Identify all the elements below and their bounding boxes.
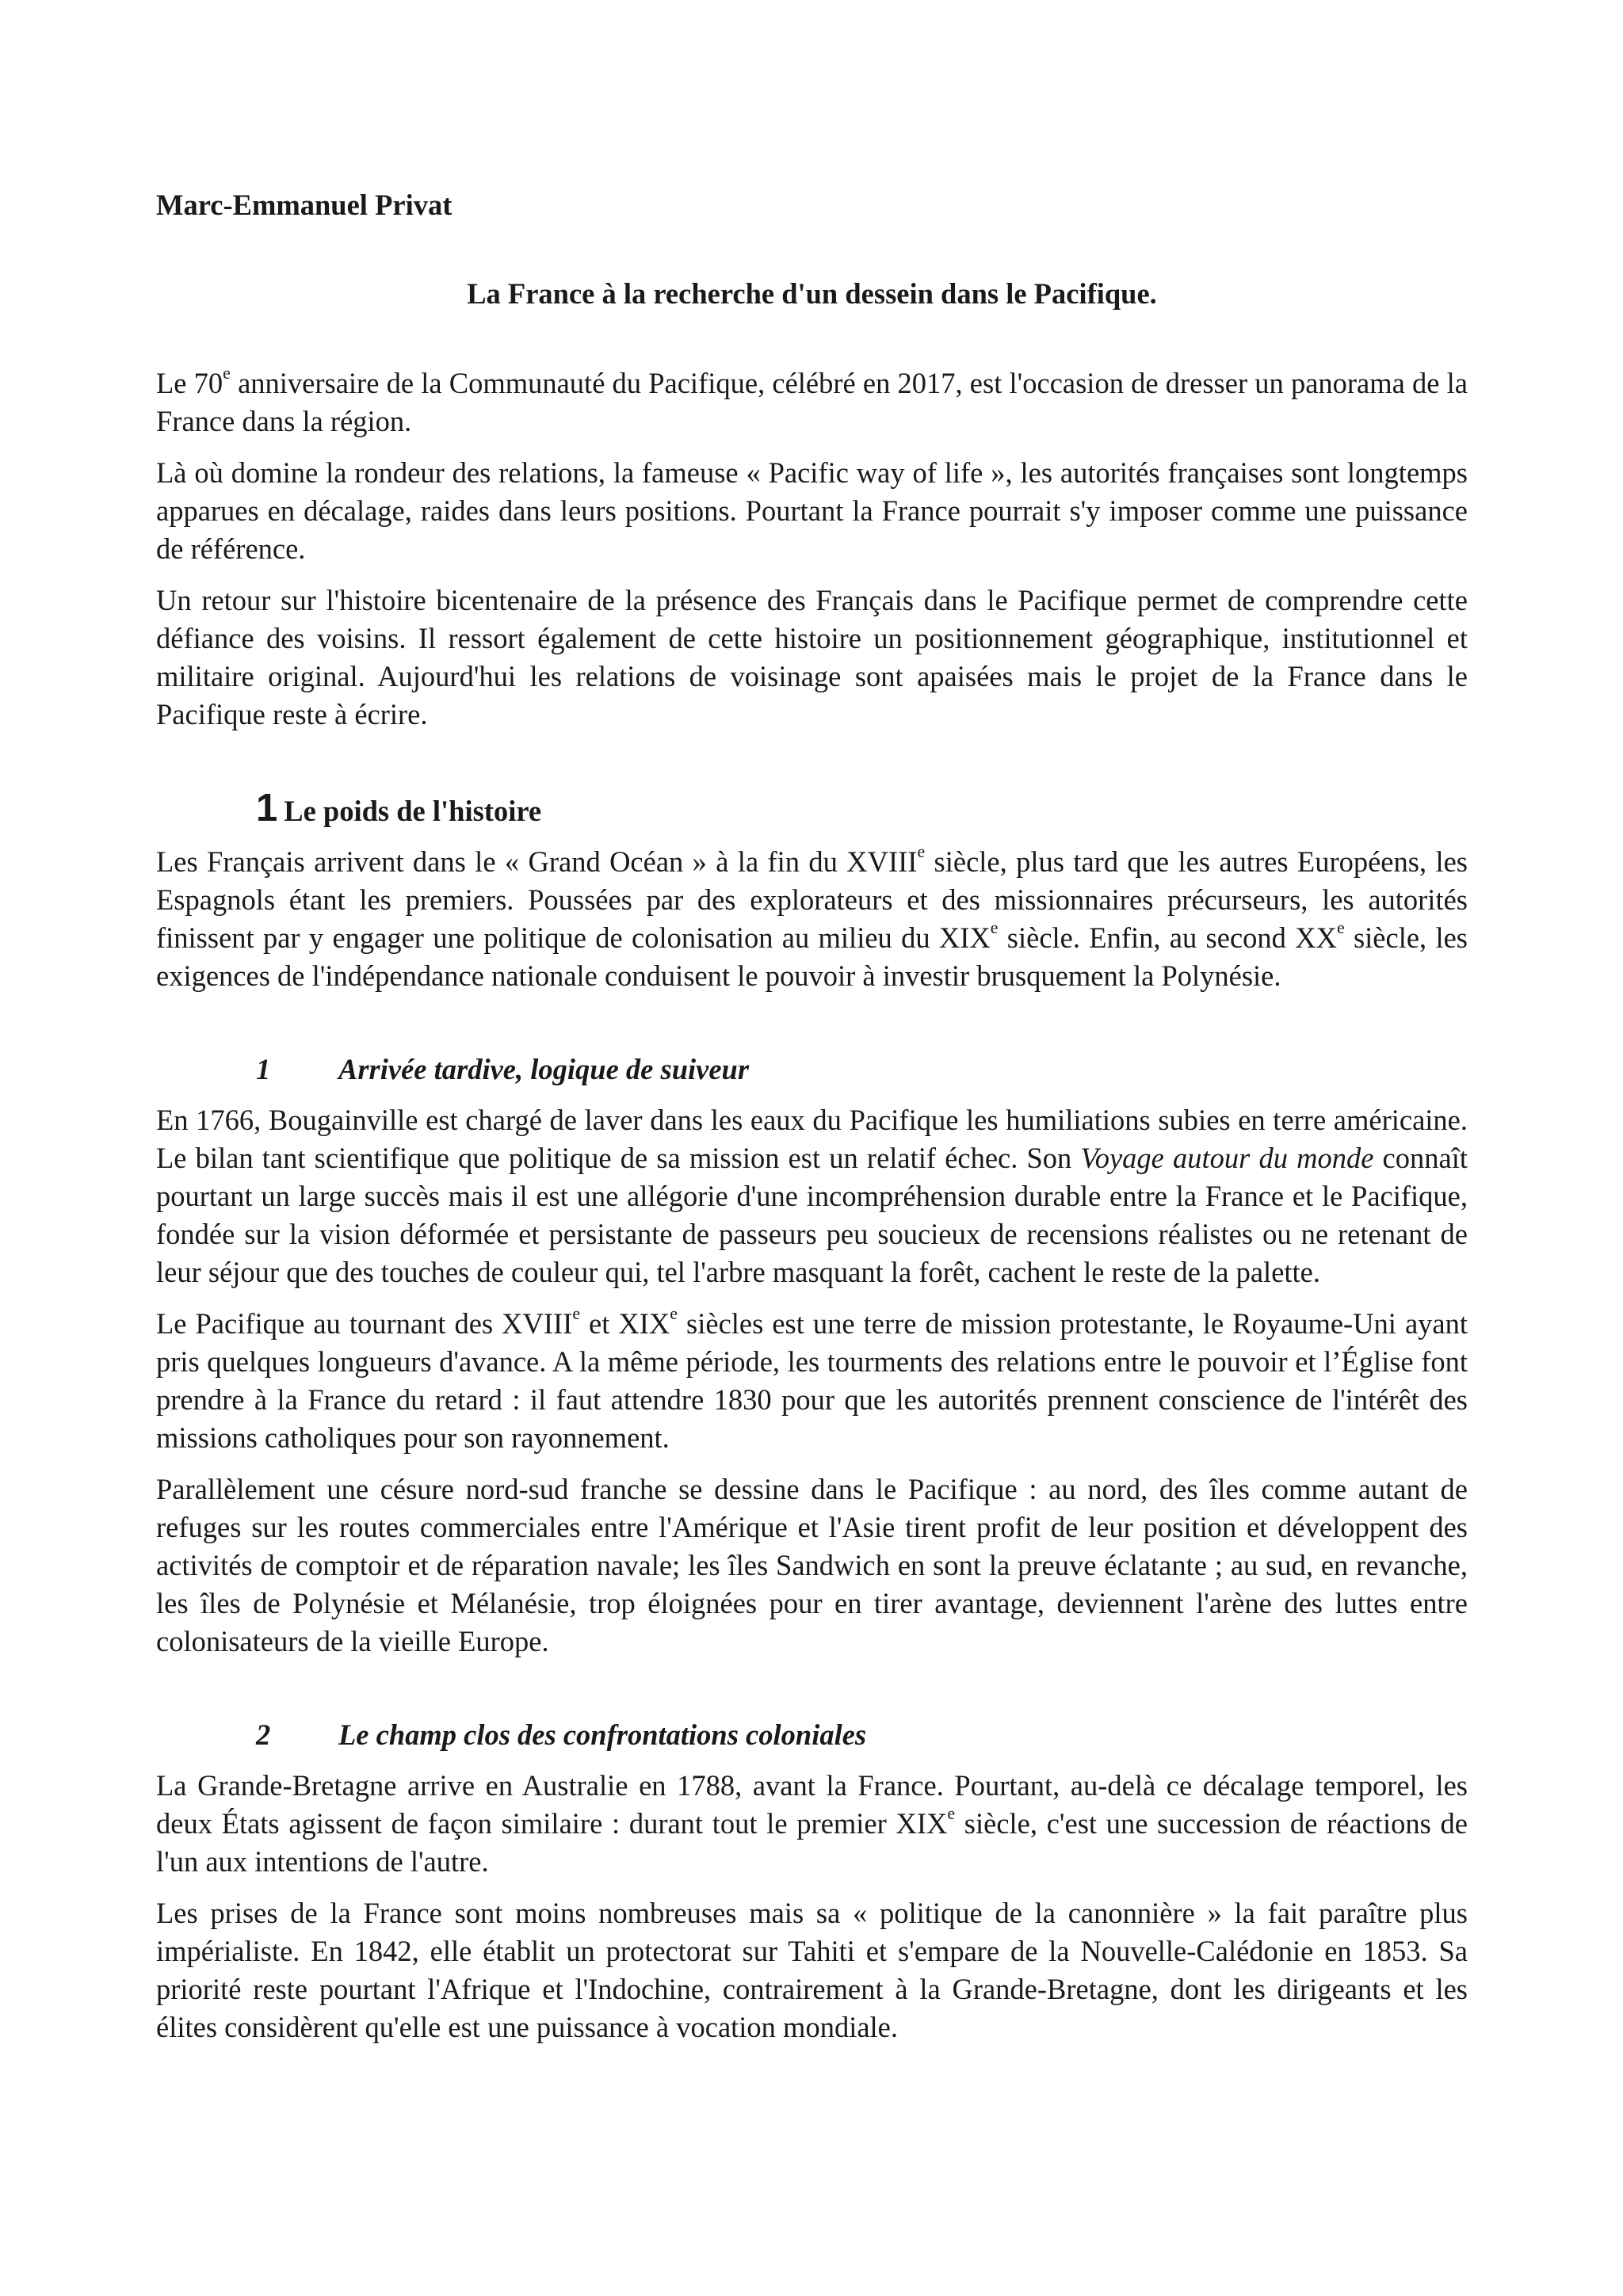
text-run: siècles est une terre de mission protestante, le Royaume-Uni ayant pris quelques longueurs d'avance. A la même période, les tourments des relations entre le pouvoir et l’Église font prendre à la France du retard : il faut attendre 1830 pour que les autorités prennent conscience de l'intérêt des missions catholiques pour son rayonnement. [156,1307,1468,1454]
author-name: Marc-Emmanuel Privat [156,189,453,221]
superscript: e [670,1303,678,1324]
subsection-title: Le champ clos des confrontations coloniales [338,1718,867,1751]
subsection-heading-1 [156,1051,1468,1089]
text-run: En 1766, Bougainville est chargé de laver dans les eaux du Pacifique les humiliations subies en terre américaine. Le bilan tant scientifique que politique de sa mission est un relatif échec. Son [156,1104,1468,1174]
text-run: et XIX [580,1307,670,1340]
text-run: siècle, les exigences de l'indépendance nationale conduisent le pouvoir à investir brusquement la Polynésie. [156,921,1468,992]
superscript: e [917,841,926,862]
superscript: e [990,917,999,938]
text-run: siècle, plus tard que les autres Européens, les Espagnols étant les premiers. Poussées par des explorateurs et des missionnaires précurseurs, les autorités finissent par y engager une politique de colonisation au milieu du XIX [156,845,1468,954]
superscript: e [1336,917,1345,938]
sub2-paragraph-2: Les prises de la France sont moins nombreuses mais sa « politique de la canonnière » la fait paraître plus impérialiste. En 1842, elle établit un protectorat sur Tahiti et s'empare de la Nouvelle-Calédonie en 1853. Sa priorité reste pourtant l'Afrique et l'Indochine, contrairement à la Grande-Bretagne, dont les dirigeants et les élites considèrent qu'elle est une puissance à vocation mondiale. [156,1897,1468,2043]
text-run: anniversaire de la Communauté du Pacifique, célébré en 2017, est l'occasion de dresser un panorama de la France dans la région. [156,367,1468,437]
document-title: La France à la recherche d'un dessein dans le Pacifique. [467,277,1157,310]
sub2-paragraph-1 [156,1767,1468,1881]
subsection-title: Arrivée tardive, logique de suiveur [338,1053,750,1085]
text-run: Le Pacifique au tournant des XVIII [156,1307,573,1340]
intro-paragraph-2: Là où domine la rondeur des relations, la fameuse « Pacific way of life », les autorités françaises sont longtemps apparues en décalage, raides dans leurs positions. Pourtant la France pourrait s'y imposer comme une puissance de référence. [156,456,1468,565]
intro-paragraph-1 [156,364,1468,441]
superscript: e [572,1303,581,1324]
subsection-number: 1 [256,1053,271,1085]
text-run: siècle. Enfin, au second XX [998,921,1337,954]
text-run: La Grande-Bretagne arrive en Australie en 1788, avant la France. Pourtant, au-delà ce décalage temporel, les deux États agissent de façon similaire : durant tout le premier XIX [156,1769,1468,1840]
subsection-number: 2 [256,1718,271,1751]
section-number: 1 [256,787,278,830]
section-title: Le poids de l'histoire [284,795,542,827]
sub1-paragraph-2 [156,1305,1468,1457]
subsection-heading-2 [156,1716,1468,1754]
text-run: Les Français arrivent dans le « Grand Océan » à la fin du XVIII [156,845,918,878]
section-heading-1 [156,789,1468,830]
book-title: Voyage autour du monde [1080,1142,1374,1174]
intro-paragraph-3: Un retour sur l'histoire bicentenaire de la présence des Français dans le Pacifique permet de comprendre cette défiance des voisins. Il ressort également de cette histoire un positionnement géographique, institutionnel et militaire original. Aujourd'hui les relations de voisinage sont apaisées mais le projet de la France dans le Pacifique reste à écrire. [156,584,1468,730]
section1-paragraph-1 [156,843,1468,995]
text-run: connaît pourtant un large succès mais il est une allégorie d'une incompréhension durable entre la France et le Pacifique, fondée sur la vision déformée et persistante de passeurs peu soucieux de recensions réalistes ou ne retenant de leur séjour que des touches de couleur qui, tel l'arbre masquant la forêt, cachent le reste de la palette. [156,1142,1468,1288]
text-run: Le 70 [156,367,223,399]
sub1-paragraph-3: Parallèlement une césure nord-sud franche se dessine dans le Pacifique : au nord, des îles comme autant de refuges sur les routes commerciales entre l'Amérique et l'Asie tirent profit de leur position et développent des activités de comptoir et de réparation navale; les îles Sandwich en sont la preuve éclatante ; au sud, en revanche, les îles de Polynésie et Mélanésie, trop éloignées pour en tirer avantage, deviennent l'arène des luttes entre colonisateurs de la vieille Europe. [156,1473,1468,1657]
text-run: siècle, c'est une succession de réactions de l'un aux intentions de l'autre. [156,1807,1468,1878]
superscript: e [947,1803,956,1824]
superscript: e [223,363,231,383]
sub1-paragraph-1 [156,1101,1468,1291]
document-body [156,364,1468,2060]
